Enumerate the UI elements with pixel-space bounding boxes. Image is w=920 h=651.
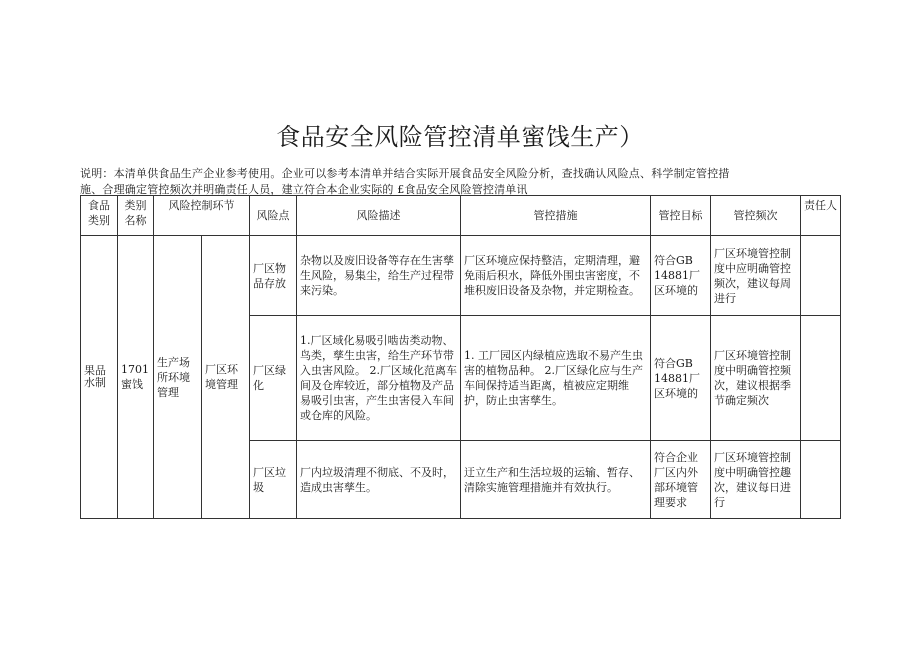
control-frequency-cell: 厂区环境管控制度中明确管控趣次，建议每日进行 — [711, 441, 801, 519]
header-control-frequency: 管控频次 — [711, 196, 801, 236]
responsible-cell — [801, 236, 841, 316]
risk-point-cell: 厂区垃圾 — [250, 441, 297, 519]
header-risk-point: 风险点 — [250, 196, 297, 236]
link-level1-cell: 生产场所环境管理 — [154, 236, 202, 519]
header-risk-description: 风险描述 — [297, 196, 461, 236]
risk-point-cell: 厂区绿化 — [250, 316, 297, 441]
control-measures-cell: 厂区环境应保持整洁，定期清理，避免雨后积水，降低外围虫害密度，不堆积废旧设备及杂物，并定期检查。 — [461, 236, 651, 316]
table-header-row — [81, 196, 841, 236]
category-name: 蜜饯 — [121, 378, 143, 391]
note-line-2: 施、合理确定管控频次并明确责任人员，建立符合本企业实际的 £食品安全风险管控清单讯 — [80, 183, 528, 196]
link-level2-cell: 厂区环境管理 — [202, 236, 250, 519]
header-category-name: 类别名称 — [118, 196, 154, 236]
control-target-cell: 符合GB 14881厂区环境的 — [651, 316, 711, 441]
risk-description-cell: 1.厂区域化易吸引啮齿类动物、鸟类，孳生虫害，给生产环节带入虫害风险。 2.厂区域化范离车间及仓库较近，部分植物及产品易吸引虫害，产生虫害侵入车间或仓库的风险。 — [297, 316, 461, 441]
document-note — [80, 166, 820, 198]
header-control-target: 管控目标 — [651, 196, 711, 236]
table-row — [81, 236, 841, 316]
responsible-cell — [801, 316, 841, 441]
control-frequency-cell: 厂区环境管控制度中应明确管控频次，建议每周进行 — [711, 236, 801, 316]
category-code: 1701 — [121, 363, 149, 376]
food-category-cell: 果品水制 — [81, 236, 118, 519]
header-responsible: 责任人 — [801, 196, 841, 236]
responsible-cell — [801, 441, 841, 519]
control-target-cell: 符合GB 14881厂区环境的 — [651, 236, 711, 316]
category-name-cell — [118, 236, 154, 519]
document-title: 食品安全风险管控清单蜜饯生产） — [276, 123, 644, 151]
risk-point-cell: 厂区物品存放 — [250, 236, 297, 316]
header-control-measures: 管控措施 — [461, 196, 651, 236]
risk-control-table — [80, 195, 841, 519]
note-line-1: 说明：本清单供食品生产企业参考使用。企业可以参考本清单并结合实际开展食品安全风险分析，查找确认风险点、科学制定管控措 — [80, 167, 730, 180]
control-frequency-cell: 厂区环境管控制度中明确管控频次，建议根据季节确定频次 — [711, 316, 801, 441]
header-risk-control-link: 风险控制环节 — [154, 196, 250, 236]
risk-description-cell: 杂物以及废旧设备等存在生害孳生风险，易集尘，给生产过程带来污染。 — [297, 236, 461, 316]
control-measures-cell: 1. 工厂园区内绿植应选取不易产生虫害的植物品种。 2.厂区绿化应与生产车间保持适当距离，植被应定期维护，防止虫害孳生。 — [461, 316, 651, 441]
header-food-category: 食品类别 — [81, 196, 118, 236]
control-measures-cell: 迂立生产和生活垃圾的运输、暂存、清除实施管理措施并有效执行。 — [461, 441, 651, 519]
risk-description-cell: 厂内垃圾清理不彻底、不及时，造成虫害孳生。 — [297, 441, 461, 519]
control-target-cell: 符合企业厂区内外部环境管理要求 — [651, 441, 711, 519]
